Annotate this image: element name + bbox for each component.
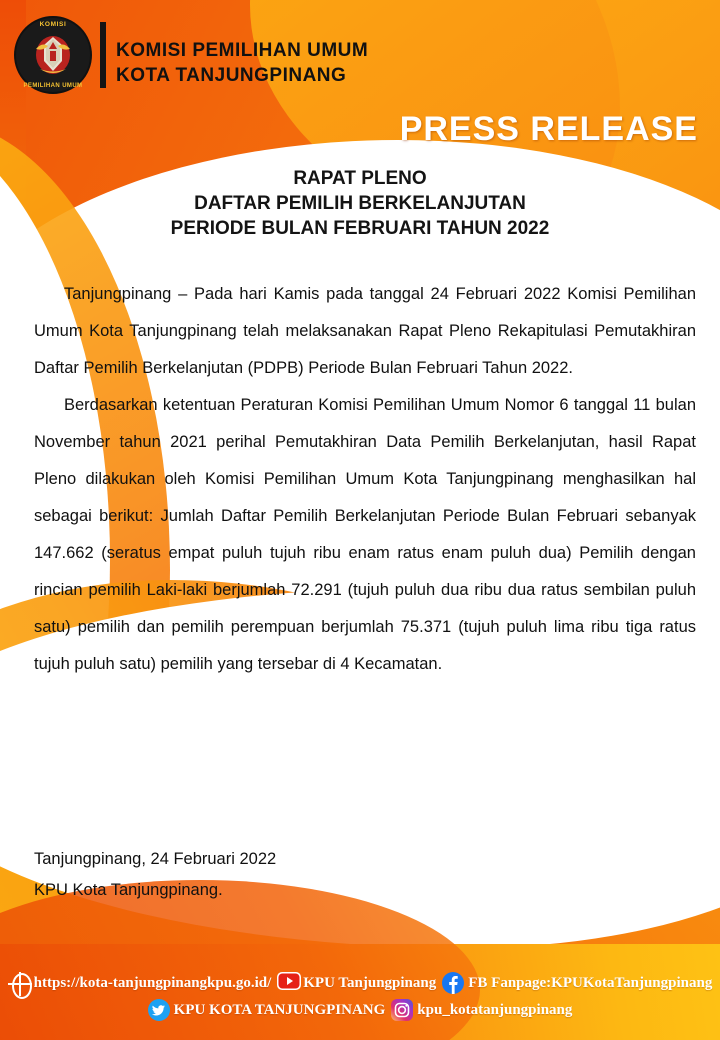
footer-website[interactable] [8, 972, 272, 994]
twitter-icon [148, 999, 170, 1021]
body-paragraph-2: Berdasarkan ketentuan Peraturan Komisi Pemilihan Umum Nomor 6 tanggal 11 bulan November tahun 2021 perihal Pemutakhiran Data Pemilih Berkelanjutan, hasil Rapat Pleno dilakukan oleh Komisi Pemilihan Umum Kota Tanjungpinang menghasilkan hal sebagai berikut: Jumlah Daftar Pemilih Berkelanjutan Periode Bulan Februari sebanyak 147.662 (seratus empat puluh tujuh ribu enam ratus enam puluh dua) Pemilih dengan rincian pemilih Laki-laki berjumlah 72.291 (tujuh puluh dua ribu dua ratus sembilan puluh satu) pemilih dan pemilih perempuan berjumlah 75.371 (tujuh puluh lima ribu tiga ratus tujuh puluh satu) pemilih yang tersebar di 4 Kecamatan. [34, 396, 696, 673]
document-signoff [34, 844, 276, 906]
footer-instagram[interactable] [391, 999, 572, 1021]
website-label: https://kota-tanjungpinangkpu.go.id/ [33, 974, 272, 991]
instagram-icon [391, 999, 413, 1021]
footer-facebook[interactable] [442, 972, 712, 994]
footer-twitter[interactable] [148, 999, 386, 1021]
social-footer [0, 972, 720, 1026]
facebook-icon [442, 972, 464, 994]
footer-row-2 [0, 999, 720, 1021]
facebook-label: FB Fanpage:KPUKotaTanjungpinang [468, 974, 713, 991]
logo-bottom-label: PEMILIHAN UMUM [23, 83, 83, 89]
twitter-label: KPU KOTA TANJUNGPINANG [173, 1001, 386, 1018]
globe-icon [8, 972, 30, 994]
document-subtitle [0, 166, 720, 241]
org-line-1: KOMISI PEMILIHAN UMUM [116, 40, 369, 61]
logo-top-label: KOMISI [39, 21, 67, 28]
signoff-line-2: KPU Kota Tanjungpinang. [34, 881, 223, 899]
press-release-title: PRESS RELEASE [399, 110, 698, 148]
signoff-line-1: Tanjungpinang, 24 Februari 2022 [34, 850, 277, 868]
organization-name [116, 38, 368, 88]
footer-row-1 [0, 972, 720, 994]
subtitle-line-2: DAFTAR PEMILIH BERKELANJUTAN [194, 193, 526, 214]
subtitle-line-1: RAPAT PLENO [293, 168, 427, 189]
org-line-2: KOTA TANJUNGPINANG [116, 65, 347, 86]
document-body [34, 276, 696, 683]
header-divider [100, 22, 106, 88]
document-header [0, 0, 720, 110]
garuda-emblem-icon [28, 29, 78, 81]
instagram-label: kpu_kotatanjungpinang [417, 1001, 573, 1018]
kpu-logo [14, 16, 92, 94]
footer-youtube[interactable] [277, 972, 436, 994]
youtube-label: KPU Tanjungpinang [303, 974, 437, 991]
body-paragraph-1: Tanjungpinang – Pada hari Kamis pada tanggal 24 Februari 2022 Komisi Pemilihan Umum Kota Tanjungpinang telah melaksanakan Rapat Pleno Rekapitulasi Pemutakhiran Daftar Pemilih Berkelanjutan (PDPB) Periode Bulan Februari Tahun 2022. [34, 285, 696, 377]
youtube-icon [277, 972, 299, 994]
subtitle-line-3: PERIODE BULAN FEBRUARI TAHUN 2022 [170, 218, 550, 239]
